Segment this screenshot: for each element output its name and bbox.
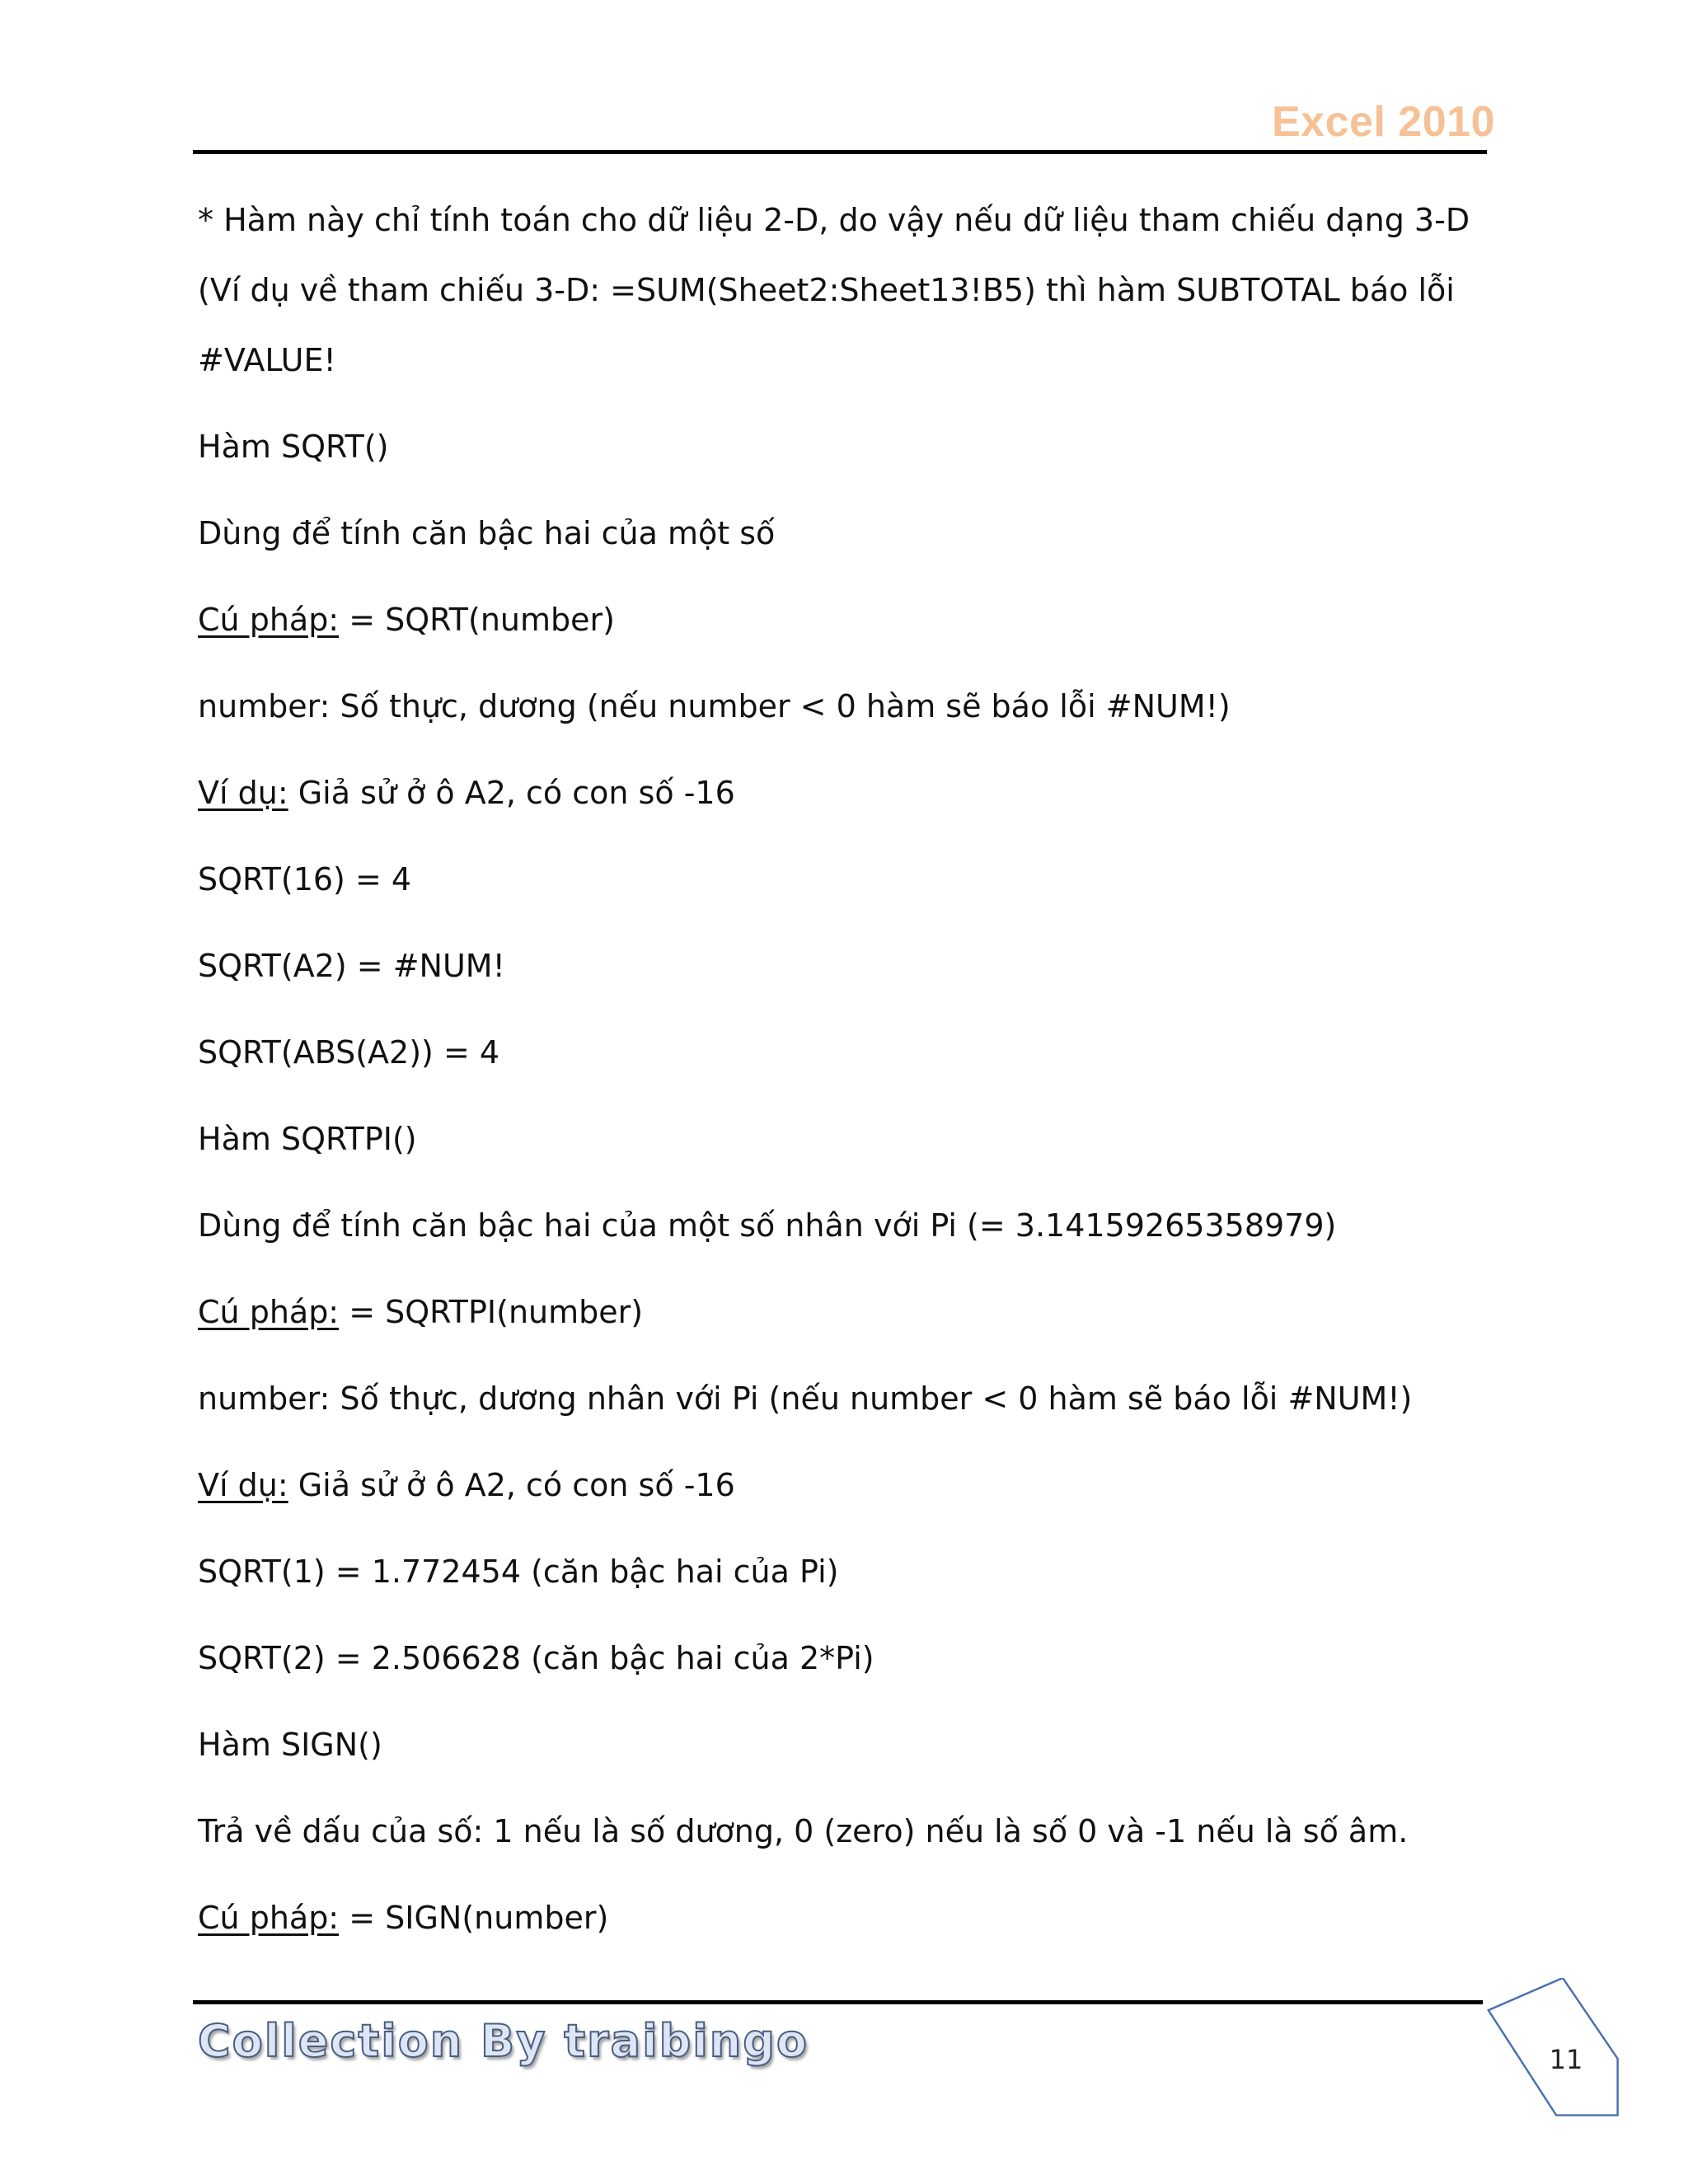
page-number: 11 <box>1549 2044 1583 2075</box>
body-line: SQRT(A2) = #NUM! <box>198 948 505 984</box>
line-text: Giả sử ở ô A2, có con số -16 <box>288 775 735 811</box>
line-text: = SQRT(number) <box>339 602 615 638</box>
body-line <box>198 1467 735 1505</box>
body-line <box>198 1294 643 1332</box>
line-label: Ví dụ: <box>198 1467 288 1503</box>
line-label: Cú pháp: <box>198 1294 340 1330</box>
body-line: number: Số thực, dương nhân với Pi (nếu number < 0 hàm sẽ báo lỗi #NUM!) <box>198 1380 1413 1417</box>
footer-brand: Collection By traibingo <box>198 2015 809 2067</box>
header-title: Excel 2010 <box>1271 98 1495 146</box>
body-line: SQRT(2) = 2.506628 (căn bậc hai của 2*Pi) <box>198 1640 874 1676</box>
body-line: Hàm SQRTPI() <box>198 1121 417 1157</box>
line-text: Giả sử ở ô A2, có con số -16 <box>288 1467 735 1503</box>
line-label: Ví dụ: <box>198 775 288 811</box>
body-line: SQRT(16) = 4 <box>198 861 412 898</box>
body-line <box>198 775 735 813</box>
body-line: SQRT(1) = 1.772454 (căn bậc hai của Pi) <box>198 1554 839 1590</box>
body-line: #VALUE! <box>198 342 336 378</box>
body-line: * Hàm này chỉ tính toán cho dữ liệu 2-D, do vậy nếu dữ liệu tham chiếu dạng 3-D <box>198 202 1470 238</box>
body-line: Trả về dấu của số: 1 nếu là số dương, 0 (zero) nếu là số 0 và -1 nếu là số âm. <box>198 1813 1409 1849</box>
line-label: Cú pháp: <box>198 1900 340 1936</box>
body-line: Dùng để tính căn bậc hai của một số nhân với Pi (= 3.14159265358979) <box>198 1207 1337 1244</box>
footer-rule <box>193 2000 1483 2004</box>
body-line: Hàm SQRT() <box>198 429 389 465</box>
body-line <box>198 602 615 640</box>
body-line: Hàm SIGN() <box>198 1727 382 1763</box>
body-line: number: Số thực, dương (nếu number < 0 hàm sẽ báo lỗi #NUM!) <box>198 688 1231 724</box>
header-rule <box>193 150 1487 154</box>
line-text: = SQRTPI(number) <box>339 1294 644 1330</box>
body-line: SQRT(ABS(A2)) = 4 <box>198 1034 500 1071</box>
body-line: (Ví dụ về tham chiếu 3-D: =SUM(Sheet2:Sheet13!B5) thì hàm SUBTOTAL báo lỗi <box>198 272 1455 308</box>
line-text: = SIGN(number) <box>339 1900 609 1936</box>
body-line <box>198 1900 608 1938</box>
line-label: Cú pháp: <box>198 602 340 638</box>
body-line: Dùng để tính căn bậc hai của một số <box>198 515 776 551</box>
